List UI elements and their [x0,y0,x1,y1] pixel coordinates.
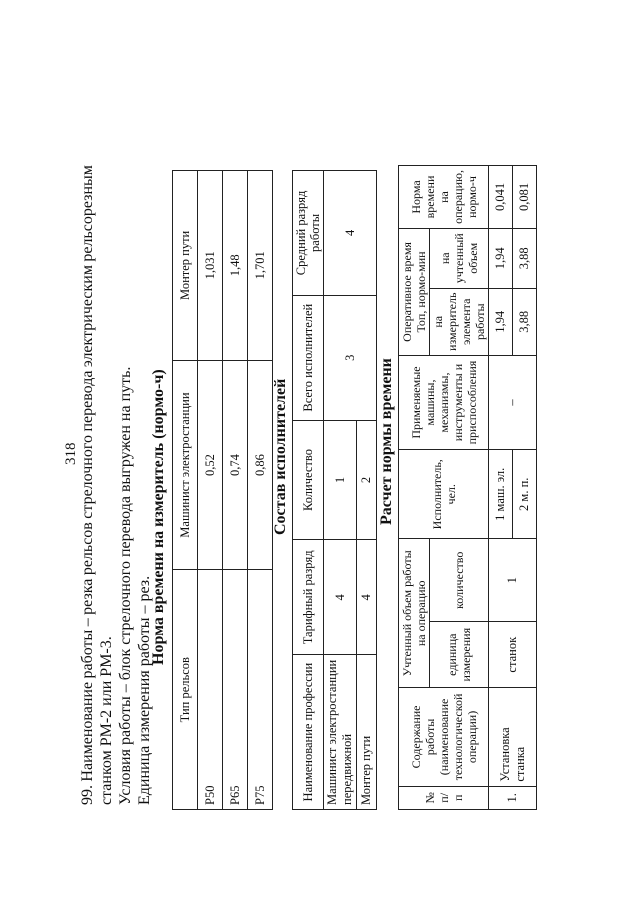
table-cell: 1,94 [489,288,513,355]
col-header-num: № п/п [399,786,489,809]
norm-table [172,170,273,810]
header-word: рельсорезным [79,165,96,262]
header-word: электрическим [79,265,96,368]
table-cell-total: 3 [324,295,377,420]
table-cell: 0,86 [248,360,273,570]
header-line-1 [78,165,97,805]
table-cell: Р50 [198,570,223,810]
header-line-3: Условия работы – блок стрелочного перевода выгружен на путь. [117,366,134,805]
table-cell: – [489,355,537,449]
header-word: Наименование [79,681,96,782]
header-word: стрелочного [79,434,96,519]
col-header-per-volume: на учтенный объем [430,228,489,288]
calc-table-title: Расчет нормы времени [378,358,395,525]
table-cell: 1 [489,539,537,622]
table-cell: 0,081 [513,166,537,229]
table-cell: 3,88 [513,288,537,355]
page-number: 318 [63,442,79,465]
table-header-row [399,166,430,810]
col-header: Тарифный разряд [293,540,324,655]
col-header-norm: Норма времени на операцию, нормо-ч [399,166,489,229]
table-cell: Машинист электростанции передвижной [324,655,357,810]
table-row [248,171,273,810]
col-header: Машинист электростанции [173,360,198,570]
header-line-4: Единица измерения работы – рез. [136,575,153,805]
table-cell: 0,041 [489,166,513,229]
table-cell: станок [489,622,537,688]
calc-table [398,165,537,810]
table-cell: 2 м. п. [513,450,537,539]
table-cell: 2 [357,420,377,540]
table-cell: Монтер пути [357,655,377,810]
header-word: работы [79,629,96,679]
table-cell: 1,94 [489,228,513,288]
table-row [489,166,513,810]
table-header-row [293,171,324,810]
col-header-content: Содержание работы (наименование технологической операции) [399,688,489,786]
col-header: Наименование профессии [293,655,324,810]
col-header-volume: Учтенный объем работы на операцию [399,539,430,688]
header-word: резка [79,578,96,615]
col-header-per-meter: на измеритель элемента работы [430,288,489,355]
table-cell: 4 [324,540,357,655]
staff-table-title: Состав исполнителей [272,378,289,535]
col-header: Тип рельсов [173,570,198,810]
table-cell: 1,48 [223,171,248,361]
header-line-2: станком РМ-2 или РМ-3. [98,636,115,805]
col-header: Всего исполнителей [293,295,324,420]
staff-table [292,170,377,810]
table-cell: 1,701 [248,171,273,361]
col-header: Монтер пути [173,171,198,361]
table-cell: 1,031 [198,171,223,361]
col-header: Средний разряд работы [293,171,324,296]
table-row [223,171,248,810]
table-cell: Р75 [248,570,273,810]
table-cell: Р65 [223,570,248,810]
col-header: Количество [293,420,324,540]
table-cell: 1 маш. эл. [489,450,513,539]
col-header-unit: единица измерения [430,622,489,688]
table-cell: 0,52 [198,360,223,570]
table-cell-avg-rank: 4 [324,171,377,296]
table-row [324,171,357,810]
header-word: перевода [79,370,96,432]
col-header-qty: количество [430,539,489,622]
work-header [78,165,154,805]
norm-table-title: Норма времени на измеритель (нормо-ч) [150,369,167,665]
col-header-optime: Оперативное время Топ, нормо-мин [399,228,430,355]
table-header-row [173,171,198,810]
header-word: – [79,618,96,627]
table-cell: 0,74 [223,360,248,570]
header-word: рельсов [79,522,96,576]
table-cell: Установка станка [489,688,537,786]
col-header-performer: Исполнитель, чел. [399,450,489,539]
table-cell: 1 [324,420,357,540]
table-cell: 1. [489,786,537,809]
header-word: 99. [79,785,96,805]
table-cell: 3,88 [513,228,537,288]
col-header-machines: Применяемые машины, механизмы, инструменты и приспособления [399,355,489,449]
table-row [198,171,223,810]
table-cell: 4 [357,540,377,655]
